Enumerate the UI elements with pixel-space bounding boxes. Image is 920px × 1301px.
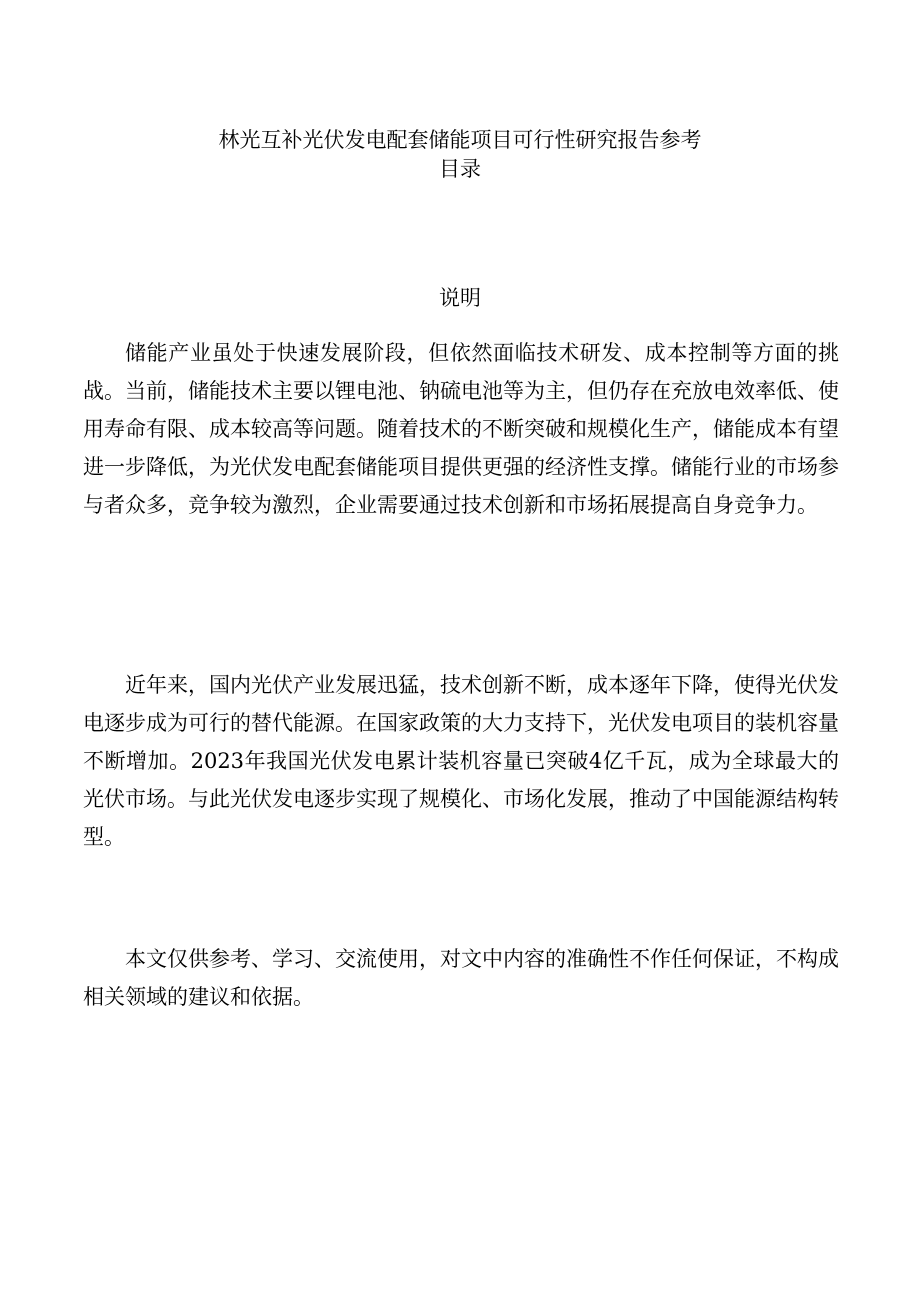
paragraph: 本文仅供参考、学习、交流使用，对文中内容的准确性不作任何保证，不构成相关领域的建议和依据。 [83,947,839,1009]
section-heading: 说明 [439,286,481,310]
paragraph: 近年来，国内光伏产业发展迅猛，技术创新不断，成本逐年下降，使得光伏发电逐步成为可行的替代能源。在国家政策的大力支持下，光伏发电项目的装机容量不断增加。2023年我国光伏发电累计装机容量已突破4亿千瓦，成为全球最大的光伏市场。与此光伏发电逐步实现了规模化、市场化发展，推动了中国能源结构转型。 [83,673,839,849]
paragraph: 储能产业虽处于快速发展阶段，但依然面临技术研发、成本控制等方面的挑战。当前，储能技术主要以锂电池、钠硫电池等为主，但仍存在充放电效率低、使用寿命有限、成本较高等问题。随着技术的不断突破和规模化生产，储能成本有望进一步降低，为光伏发电配套储能项目提供更强的经济性支撑。储能行业的市场参与者众多，竞争较为激烈，企业需要通过技术创新和市场拓展提高自身竞争力。 [83,341,839,517]
toc-label: 目录 [439,157,481,181]
document-title: 林光互补光伏发电配套储能项目可行性研究报告参考 [218,128,702,152]
